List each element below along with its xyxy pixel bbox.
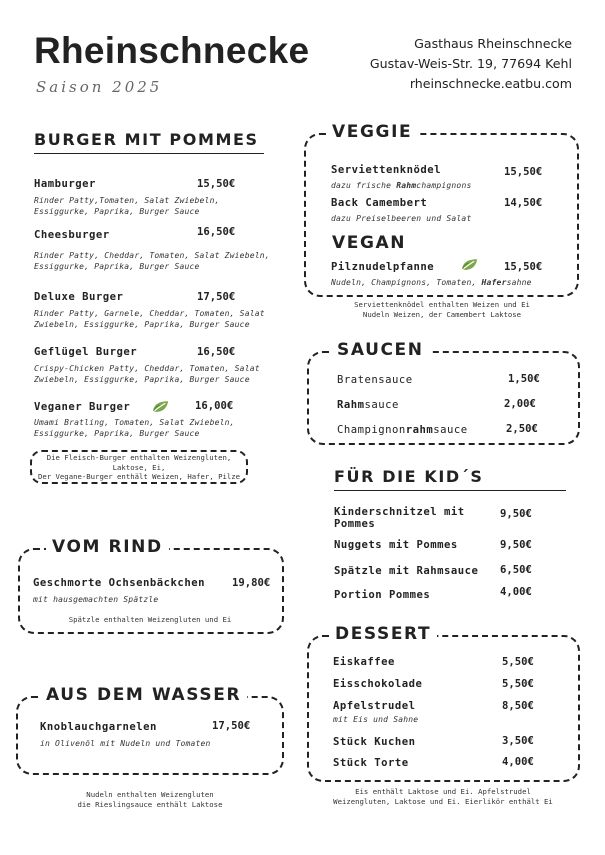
restaurant-name: Rheinschnecke [34, 30, 310, 71]
menu-item-name: Cheesburger [34, 229, 110, 241]
menu-item-price: 16,50€ [197, 226, 236, 238]
menu-item-description: Umami Bratling, Tomaten, Salat Zwiebeln, Essiggurke, Paprika, Burger Sauce [34, 418, 235, 438]
menu-item-price: 3,50€ [502, 735, 534, 747]
address-block [370, 34, 572, 94]
menu-item-description: Nudeln, Champignons, Tomaten, Hafersahne [331, 278, 532, 287]
burger-title-underline [34, 153, 264, 154]
allergen-note: Eis enthält Laktose und Ei. Apfelstrudel Weizengluten, Laktose und Ei. Eierlikör enthält Ei [333, 787, 553, 806]
menu-item-price: 16,00€ [195, 400, 234, 412]
menu-item-price: 5,50€ [502, 656, 534, 668]
leaf-icon [460, 258, 479, 272]
menu-item-price: 9,50€ [500, 508, 532, 520]
allergen-note: Die Fleisch-Burger enthalten Weizengluten, Laktose, Ei, Der Vegane-Burger enthält Weizen, Hafer, Pilze [37, 453, 241, 481]
sauce-item-name: Champignonrahmsauce [337, 424, 468, 436]
menu-item-description: Crispy-Chicken Patty, Cheddar, Tomaten, Salat Zwiebeln, Essiggurke, Paprika, Burger Sauce [34, 364, 260, 384]
menu-item-price: 15,50€ [504, 261, 543, 273]
menu-item-price: 9,50€ [500, 539, 532, 551]
menu-item-price: 16,50€ [197, 346, 236, 358]
menu-item-name: Knoblauchgarnelen [40, 721, 157, 733]
menu-item-price: 17,50€ [197, 291, 236, 303]
menu-item-price: 6,50€ [500, 564, 532, 576]
leaf-icon [151, 400, 170, 414]
sauce-item-name: Bratensauce [337, 374, 413, 386]
menu-item-description: in Olivenöl mit Nudeln und Tomaten [40, 739, 211, 748]
menu-item-description: Rinder Patty, Garnele, Cheddar, Tomaten, Salat Zwiebeln, Essiggurke, Paprika, Burger Sauce [34, 309, 265, 329]
kids-section-title: FÜR DIE KID´S [334, 467, 484, 486]
allergen-note: Serviettenknödel enthalten Weizen und Ei Nudeln Weizen, der Camembert Laktose [354, 300, 530, 319]
menu-item-price: 2,50€ [506, 423, 538, 435]
menu-item-name: Nuggets mit Pommes [334, 539, 458, 551]
menu-item-price: 14,50€ [504, 197, 543, 209]
menu-item-description: dazu Preiselbeeren und Salat [331, 214, 472, 223]
sauce-item-name: Rahmsauce [337, 399, 399, 411]
menu-item-name: Back Camembert [331, 197, 428, 209]
menu-item-price: 15,50€ [197, 178, 236, 190]
menu-item-name: Geschmorte Ochsenbäckchen [33, 577, 205, 589]
menu-item-name: Veganer Burger [34, 401, 131, 413]
vom-rind-title: VOM RIND [46, 537, 169, 557]
menu-item-name: Geflügel Burger [34, 346, 138, 358]
allergen-note: Nudeln enthalten Weizengluten die Rieslingsauce enthält Laktose [77, 790, 223, 809]
menu-item-price: 4,00€ [500, 586, 532, 598]
menu-item-name: Deluxe Burger [34, 291, 124, 303]
allergen-note: Spätzle enthalten Weizengluten und Ei [68, 615, 232, 624]
kids-title-underline [334, 490, 566, 491]
menu-item-name: Eiskaffee [333, 656, 395, 668]
menu-item-name: Eisschokolade [333, 678, 423, 690]
menu-item-name: Stück Kuchen [333, 736, 416, 748]
season-label: Saison 2025 [36, 78, 163, 96]
menu-item-price: 8,50€ [502, 700, 534, 712]
menu-item-name: Hamburger [34, 178, 96, 190]
menu-item-price: 2,00€ [504, 398, 536, 410]
menu-item-price: 19,80€ [232, 577, 271, 589]
veggie-title: VEGGIE [326, 122, 418, 142]
menu-item-description: Rinder Patty,Tomaten, Salat Zwiebeln, Essiggurke, Paprika, Burger Sauce [34, 196, 220, 216]
aus-dem-wasser-title: AUS DEM WASSER [40, 685, 247, 705]
saucen-title: SAUCEN [331, 340, 430, 360]
menu-item-name: Pilznudelpfanne [331, 261, 435, 273]
menu-item-price: 1,50€ [508, 373, 540, 385]
menu-item-name: Kinderschnitzel mit Pommes [334, 506, 465, 530]
menu-item-name: Serviettenknödel [331, 164, 442, 176]
menu-item-name: Spätzle mit Rahmsauce [334, 565, 479, 577]
dessert-title: DESSERT [329, 624, 437, 644]
menu-item-price: 17,50€ [212, 720, 251, 732]
menu-item-description: mit Eis und Sahne [333, 715, 419, 724]
menu-item-description: dazu frische Rahmchampignons [331, 181, 472, 190]
address-website[interactable]: rheinschnecke.eatbu.com [409, 76, 572, 91]
menu-item-name: Portion Pommes [334, 589, 431, 601]
menu-item-price: 5,50€ [502, 678, 534, 690]
vegan-title: VEGAN [332, 233, 407, 253]
burger-section-title: BURGER MIT POMMES [34, 130, 259, 149]
menu-item-description: mit hausgemachten Spätzle [33, 595, 159, 604]
address-name: Gasthaus Rheinschnecke [414, 36, 572, 51]
menu-item-name: Apfelstrudel [333, 700, 416, 712]
menu-item-price: 4,00€ [502, 756, 534, 768]
aus-dem-wasser-box [16, 696, 284, 775]
menu-item-description: Rinder Patty, Cheddar, Tomaten, Salat Zwiebeln, Essiggurke, Paprika, Burger Sauce [34, 251, 270, 271]
address-street: Gustav-Weis-Str. 19, 77694 Kehl [369, 56, 572, 71]
menu-item-price: 15,50€ [504, 166, 543, 178]
menu-item-name: Stück Torte [333, 757, 409, 769]
